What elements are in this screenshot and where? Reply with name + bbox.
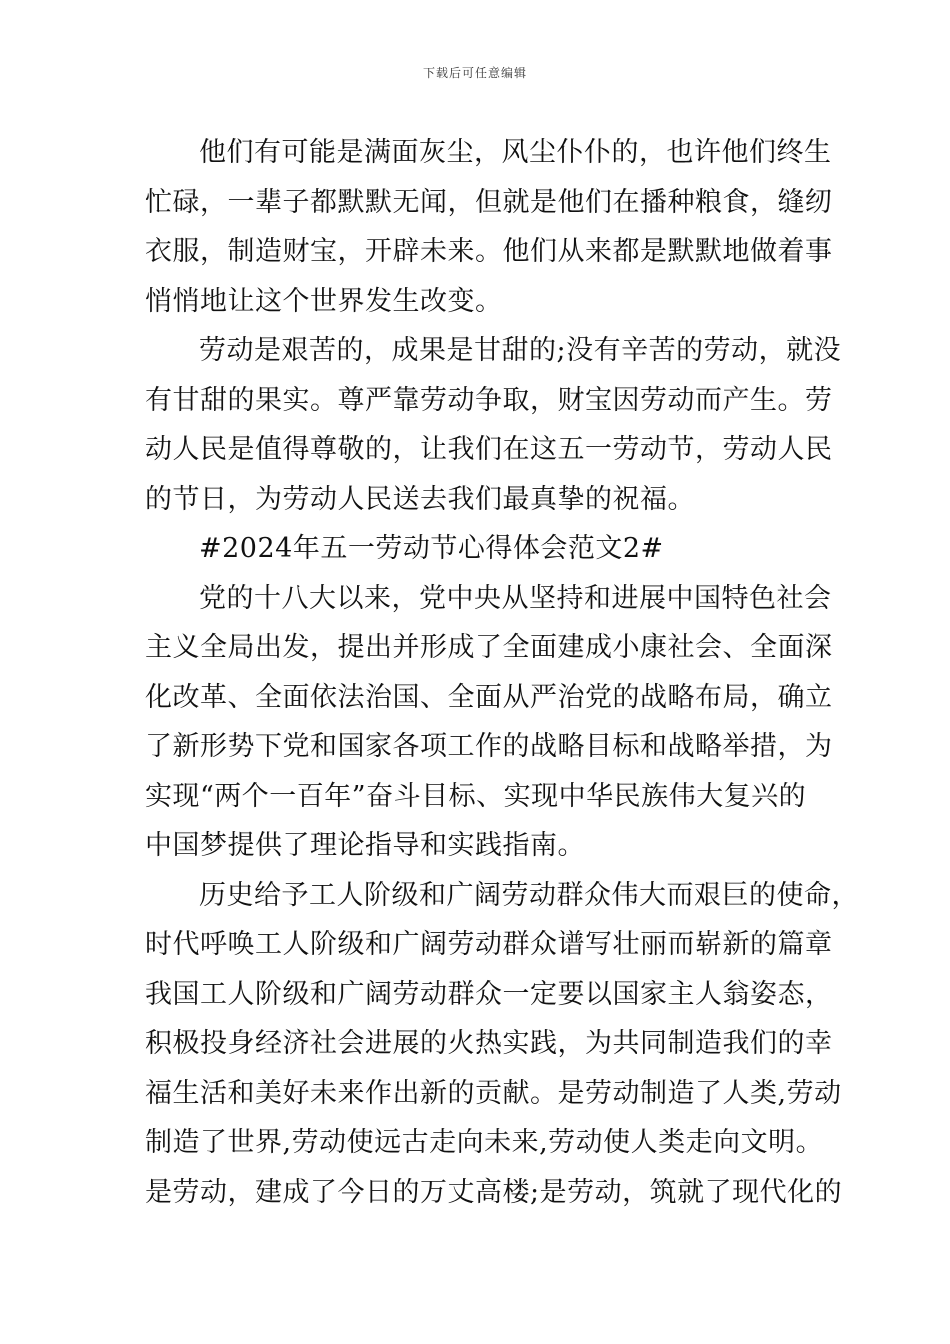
paragraph-line: 历史给予工人阶级和广阔劳动群众伟大而艰巨的使命， [199,879,859,911]
paragraph-line: 时代呼唤工人阶级和广阔劳动群众谱写壮丽而崭新的篇章 [145,929,833,960]
paragraph-line: 有甘甜的果实。尊严靠劳动争取，财宝因劳动而产生。劳 [145,384,833,416]
paragraph-line: 主义全局出发，提出并形成了全面建成小康社会、全面深 [145,632,833,663]
paragraph-line: 的节日，为劳动人民送去我们最真挚的祝福。 [145,483,695,515]
paragraph-line: 动人民是值得尊敬的，让我们在这五一劳动节，劳动人民 [145,434,833,465]
section-heading [145,524,815,574]
paragraph-line: 我国工人阶级和广阔劳动群众一定要以国家主人翁姿态， [145,978,833,1010]
paragraph-line: 忙碌，一辈子都默默无闻，但就是他们在播种粮食，缝纫 [145,186,833,218]
paragraph-line: 化改革、全面依法治国、全面从严治党的战略布局，确立 [145,681,833,713]
paragraph-3 [145,574,833,871]
paragraph-line: 他们有可能是满面灰尘，风尘仆仆的，也许他们终生 [199,137,832,168]
paragraph-1 [145,128,833,326]
paragraph-line: 劳动是艰苦的，成果是甘甜的;没有辛苦的劳动，就没 [199,335,842,366]
paragraph-line: 悄悄地让这个世界发生改变。 [145,285,503,317]
paragraph-line: 制造了世界,劳动使远古走向未来,劳动使人类走向文明。 [145,1127,824,1158]
paragraph-line: 了新形势下党和国家各项工作的战略目标和战略举措，为 [145,731,833,762]
page-header: 下载后可任意编辑 [422,66,527,80]
paragraph-4 [145,871,859,1218]
document-body [145,128,859,1217]
section-heading-text: #2024年五一劳动节心得体会范文2# [199,533,664,564]
paragraph-line: 实现“两个一百年”奋斗目标、实现中华民族伟大复兴的 [145,780,807,812]
paragraph-2 [145,326,842,524]
paragraph-line: 福生活和美好未来作出新的贡献。是劳动制造了人类,劳动 [145,1077,842,1109]
paragraph-line: 中国梦提供了理论指导和实践指南。 [145,830,585,861]
paragraph-line: 衣服，制造财宝，开辟未来。他们从来都是默默地做着事 [145,236,833,267]
paragraph-line: 是劳动，建成了今日的万丈高楼;是劳动，筑就了现代化的 [145,1176,843,1208]
paragraph-line: 积极投身经济社会进展的火热实践，为共同制造我们的幸 [145,1028,833,1059]
paragraph-line: 党的十八大以来，党中央从坚持和进展中国特色社会 [199,582,832,614]
